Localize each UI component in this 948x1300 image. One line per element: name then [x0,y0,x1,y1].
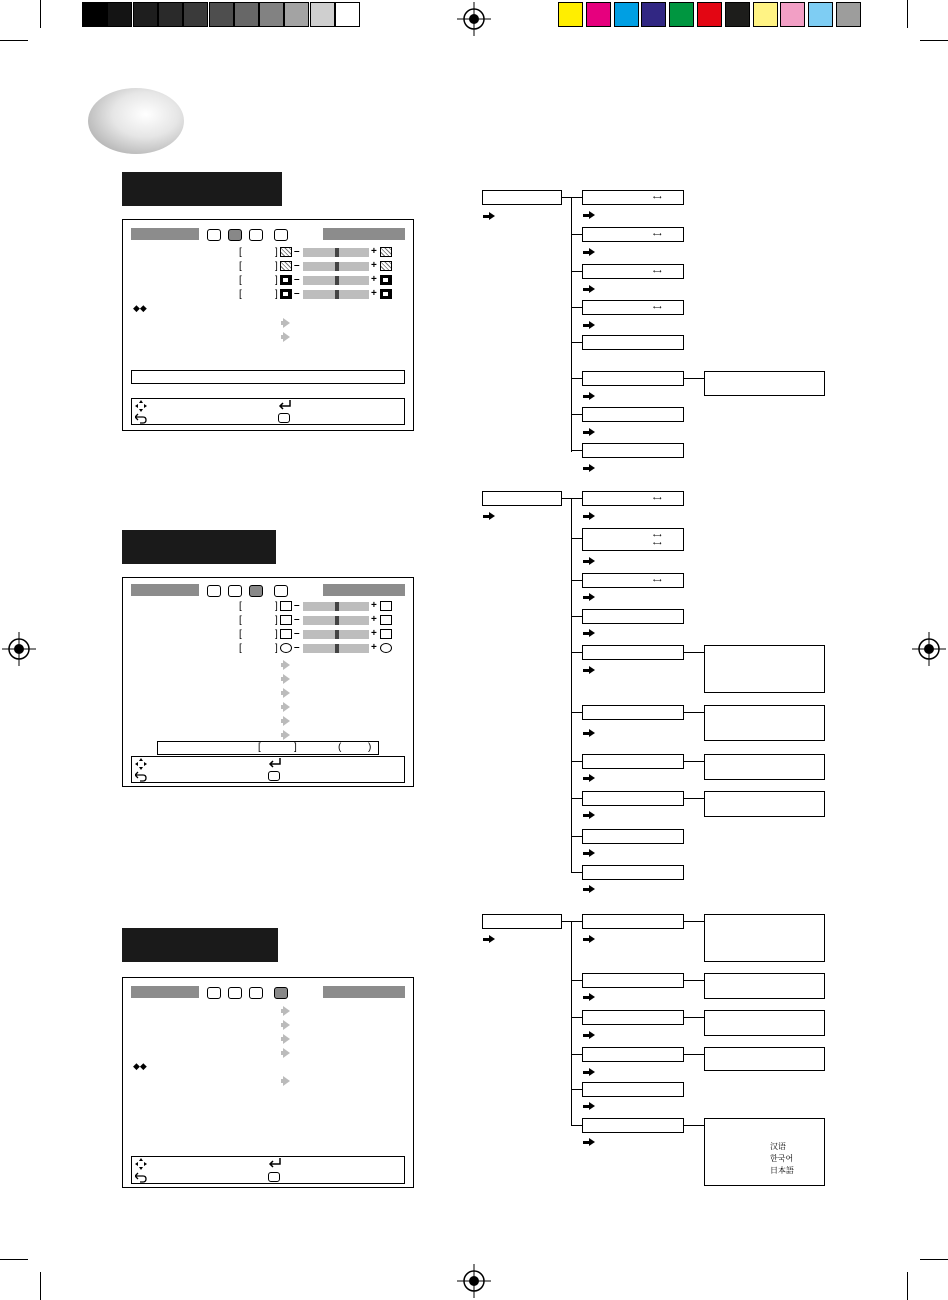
tab-icon[interactable] [249,987,263,999]
tree-connector [571,271,582,272]
registration-target-icon [2,632,36,666]
language-option: 한국어 [770,1154,794,1163]
tree-connector [571,1089,582,1090]
tab-icon[interactable] [228,585,242,597]
tree-connector [571,234,582,235]
bracket: [ [239,615,242,626]
process-swatch [586,2,611,27]
menu-tab-highlight [131,228,199,240]
process-swatch [614,2,639,27]
plus-sign: + [371,614,377,625]
tree-submenu-box [704,754,825,780]
registration-target-icon [457,2,491,36]
bracket: ] [275,601,278,612]
h-position-icon [280,615,292,625]
v-position-icon [380,629,392,639]
reset-icon: ◆◆ [133,1061,147,1071]
adjust-slider[interactable] [303,616,369,625]
tree-item-box [582,1010,684,1025]
tree-connector [571,538,582,539]
pointer-arrow-icon [283,1076,290,1086]
tree-item-box [582,443,684,458]
pointer-arrow-icon [583,849,595,857]
adjust-slider[interactable] [303,630,369,639]
clock-icon [280,601,292,611]
paren: ( [338,742,342,753]
plus-sign: + [371,288,377,299]
menu-button-icon [278,413,290,423]
tree-connector [571,921,572,1125]
tree-item-box [582,528,684,551]
registration-target-icon [457,1264,491,1298]
red-icon [380,275,392,285]
crop-mark [907,0,908,28]
four-way-arrow-icon [135,1158,147,1170]
bracket: ] [275,615,278,626]
pointer-arrow-icon [583,211,595,219]
tree-item-box [582,371,684,386]
v-position-icon [280,629,292,639]
pointer-arrow-icon [583,935,595,943]
contrast-icon [280,247,292,257]
tree-connector [684,798,704,799]
osd-menu-screen [122,577,414,787]
language-option: 日本語 [770,1166,794,1175]
process-swatch [697,2,722,27]
pointer-arrow-icon [583,321,595,329]
pointer-arrow-icon [583,464,595,472]
minus-sign: – [294,642,300,653]
pointer-arrow-icon [283,716,290,726]
crop-mark [0,1259,28,1260]
plus-sign: + [371,260,377,271]
pointer-arrow-icon [283,1020,290,1030]
tree-item-box [582,829,684,844]
tree-root-box [482,190,562,205]
crop-mark [40,0,41,28]
pointer-arrow-icon [483,212,495,220]
tab-icon[interactable] [228,229,242,241]
pointer-arrow-icon [583,512,595,520]
pointer-arrow-icon [583,248,595,256]
menu-button-icon [268,771,280,781]
toggle-arrow-icon: ⟷ [653,305,662,311]
minus-sign: – [294,274,300,285]
adjust-slider[interactable] [303,602,369,611]
tree-submenu-box [704,1010,825,1036]
crop-mark [920,40,948,41]
pointer-arrow-icon [283,674,290,684]
tree-submenu-box [704,791,825,817]
bracket: ] [275,247,278,258]
tree-item-box [582,914,684,929]
tree-connector [571,836,582,837]
tree-submenu-box [704,973,825,999]
process-swatch [836,2,861,27]
tree-connector [571,498,572,873]
toggle-arrow-icon: ⟷ [653,578,662,584]
guide-box [131,398,405,425]
pointer-arrow-icon [583,1102,595,1110]
tree-connector [571,921,582,922]
tree-item-box [582,865,684,880]
tree-root-box [482,914,562,929]
pointer-arrow-icon [583,1031,595,1039]
tab-icon[interactable] [207,585,221,597]
info-line [131,370,405,384]
gray-swatch [183,2,208,27]
bracket: [ [239,275,242,286]
tree-connector [571,498,582,499]
pointer-arrow-icon [583,729,595,737]
gray-swatch [209,2,234,27]
tree-connector [571,414,582,415]
tree-submenu-box [704,1047,825,1071]
tree-item-box [582,335,684,350]
toggle-arrow-icon: ⟷ [653,541,662,547]
tree-connector [571,712,582,713]
tree-submenu-box [704,914,825,962]
adjust-slider[interactable] [303,262,369,271]
tree-item-box [582,754,684,769]
gray-swatch [284,2,309,27]
pointer-arrow-icon [283,1034,290,1044]
tree-connector [684,378,704,379]
section-title-bar [122,172,282,206]
bracket: [ [239,247,242,258]
pointer-arrow-icon [583,593,595,601]
bracket: ] [275,289,278,300]
paren: ) [368,742,372,753]
clock-icon [380,601,392,611]
minus-sign: – [294,614,300,625]
process-swatch [725,2,750,27]
process-swatch [558,2,583,27]
pointer-arrow-icon [583,1068,595,1076]
toggle-arrow-icon: ⟷ [653,269,662,275]
brightness-icon [280,261,292,271]
tree-connector [571,1054,582,1055]
bracket: [ [239,261,242,272]
toggle-arrow-icon: ⟷ [653,533,662,539]
process-swatch [641,2,666,27]
menu-tab-highlight [323,228,405,240]
adjust-slider[interactable] [303,290,369,299]
minus-sign: – [294,600,300,611]
gray-swatch [158,2,183,27]
language-option: 汉语 [770,1142,786,1151]
minus-sign: – [294,246,300,257]
four-way-arrow-icon [135,400,147,412]
tree-item-box [582,609,684,624]
tab-icon[interactable] [207,229,221,241]
adjust-slider[interactable] [303,644,369,653]
tree-connector [684,980,704,981]
pointer-arrow-icon [283,688,290,698]
tree-connector [571,580,582,581]
menu-tab-highlight [323,584,405,596]
menu-button-icon [268,1172,280,1182]
adjust-slider[interactable] [303,248,369,257]
pointer-arrow-icon [483,935,495,943]
brightness-icon [380,261,392,271]
pointer-arrow-icon [483,512,495,520]
pointer-arrow-icon [283,332,290,342]
enter-arrow-icon [268,1158,282,1169]
tab-icon[interactable] [274,987,288,999]
section-title-bar [122,928,278,962]
gray-swatch [234,2,259,27]
tab-icon[interactable] [274,229,288,241]
tree-connector [571,307,582,308]
tree-connector [684,1125,704,1126]
tree-connector [571,197,582,198]
tree-connector [571,1125,582,1126]
pointer-arrow-icon [583,774,595,782]
registration-target-icon [912,632,946,666]
tab-icon[interactable] [207,987,221,999]
tree-connector [684,761,704,762]
toggle-arrow-icon: ⟷ [653,232,662,238]
toggle-arrow-icon: ⟷ [653,496,662,502]
menu-tab-highlight [323,986,405,998]
tree-submenu-box [704,705,825,741]
plus-sign: + [371,642,377,653]
tree-connector [684,921,704,922]
info-line [157,741,379,755]
toggle-arrow-icon: ⟷ [653,195,662,201]
tree-connector [571,1017,582,1018]
crop-mark [40,1272,41,1300]
tree-item-box [582,645,684,660]
pointer-arrow-icon [283,1006,290,1016]
adjust-slider[interactable] [303,276,369,285]
bracket: [ [239,601,242,612]
tree-connector [571,761,582,762]
undo-arrow-icon [135,412,147,424]
tree-connector [571,450,582,451]
tree-item-box [582,300,684,315]
minus-sign: – [294,260,300,271]
process-swatch [780,2,805,27]
tab-icon[interactable] [228,987,242,999]
process-swatch [753,2,778,27]
phase-icon [380,643,392,653]
contrast-icon [380,247,392,257]
tree-connector [684,1017,704,1018]
bracket: ] [275,261,278,272]
gray-swatch [259,2,284,27]
plus-sign: + [371,274,377,285]
tree-connector [571,798,582,799]
red-icon [280,275,292,285]
pointer-arrow-icon [583,392,595,400]
pointer-arrow-icon [283,1048,290,1058]
phase-icon [280,643,292,653]
tree-connector [684,1054,704,1055]
tree-connector [684,712,704,713]
tree-item-box [582,1047,684,1062]
tree-item-box [582,491,684,506]
pointer-arrow-icon [583,629,595,637]
section-title-bar [122,530,276,564]
bracket: ] [294,742,297,753]
tree-item-box [582,973,684,988]
tree-connector [571,652,582,653]
undo-arrow-icon [135,1171,147,1183]
tree-item-box [582,407,684,422]
tree-item-box [582,791,684,806]
tree-item-box [582,573,684,588]
guide-box [131,1156,405,1184]
gray-swatch [310,2,335,27]
process-swatch [808,2,833,27]
pointer-arrow-icon [583,428,595,436]
pointer-arrow-icon [283,318,290,328]
pointer-arrow-icon [283,702,290,712]
minus-sign: – [294,628,300,639]
gray-swatch [82,2,107,27]
tree-connector [571,872,582,873]
crop-mark [0,40,28,41]
gray-swatch [133,2,158,27]
tree-item-box [582,227,684,242]
tree-root-box [482,491,562,506]
tree-connector [571,378,582,379]
page-badge [88,88,184,154]
tree-submenu-box [704,1118,825,1186]
pointer-arrow-icon [583,811,595,819]
pointer-arrow-icon [583,557,595,565]
tree-connector [571,980,582,981]
tab-icon[interactable] [249,229,263,241]
plus-sign: + [371,600,377,611]
enter-arrow-icon [268,758,282,769]
tab-icon[interactable] [274,585,288,597]
tree-item-box [582,264,684,279]
tree-item-box [582,190,684,205]
tree-item-box [582,1082,684,1097]
tree-connector [571,616,582,617]
tree-submenu-box [704,645,825,693]
tree-item-box [582,1118,684,1133]
tree-connector [684,652,704,653]
tree-connector [571,342,582,343]
bracket: ] [275,629,278,640]
menu-tab-highlight [131,584,199,596]
tree-submenu-box [704,371,825,396]
plus-sign: + [371,246,377,257]
bracket: ] [275,643,278,654]
four-way-arrow-icon [135,758,147,770]
pointer-arrow-icon [583,666,595,674]
crop-mark [907,1272,908,1300]
osd-menu-screen [122,977,414,1188]
pointer-arrow-icon [583,285,595,293]
pointer-arrow-icon [283,660,290,670]
bracket: [ [239,629,242,640]
h-position-icon [380,615,392,625]
process-swatch [669,2,694,27]
pointer-arrow-icon [583,1138,595,1146]
minus-sign: – [294,288,300,299]
bracket: ] [275,275,278,286]
enter-arrow-icon [278,400,292,411]
gray-swatch [335,2,360,27]
blue-icon [280,289,292,299]
tab-icon[interactable] [249,585,263,597]
pointer-arrow-icon [583,993,595,1001]
plus-sign: + [371,628,377,639]
guide-box [131,756,405,783]
reset-icon: ◆◆ [133,303,147,313]
pointer-arrow-icon [283,730,290,740]
crop-mark [920,1259,948,1260]
bracket: [ [239,289,242,300]
osd-menu-screen [122,219,414,431]
undo-arrow-icon [135,770,147,782]
gray-swatch [107,2,132,27]
blue-icon [380,289,392,299]
pointer-arrow-icon [583,885,595,893]
tree-item-box [582,705,684,720]
bracket: [ [258,742,261,753]
menu-tab-highlight [131,986,199,998]
bracket: [ [239,643,242,654]
